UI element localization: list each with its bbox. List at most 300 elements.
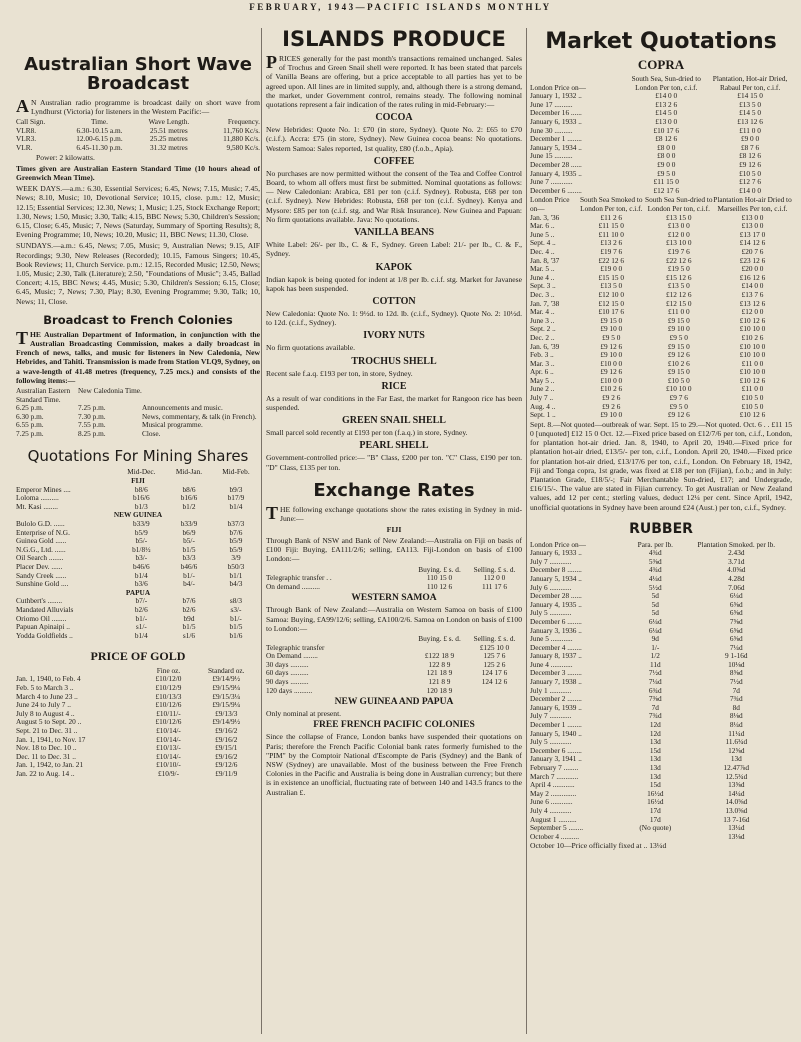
shortwave-sundays: SUNDAYS.—a.m.: 6.45, News; 7.05, Music; 9, Australian News; 9.15, AIF Recordings; 9.30, New Releases (Recorded); 10.15, Famous Singers; 10.45, Book Reviews; 11, Church Service. p.m.: 12.15, Recorded Music; 12.50, News; 1.05, Music; 2.30, Talk (Literature); 2.50, "Foundations of Music"; 3.45, Ballad Concert; 4.15, BBC News; 4.45, Music; 5.30, Children's Session; 6.15, Close; 6.45, Music; 7, News; 7.30, Play; 8.30, Evening Programme; 9.30, Talk; 10, News; 11, Close. bbox=[16, 241, 260, 306]
table-cell: 30 days .......... bbox=[266, 659, 309, 669]
table-cell: January 3, 1936 .. bbox=[530, 625, 582, 635]
table-cell: 13d bbox=[649, 737, 661, 747]
table-cell: 10⅛d bbox=[728, 659, 745, 669]
table-cell: 13d bbox=[649, 771, 661, 781]
table-cell: 8¼d bbox=[729, 720, 743, 730]
table-cell: 11,760 Kc/s. bbox=[223, 125, 260, 135]
table-cell: July 8 to August 4 .. bbox=[16, 708, 75, 718]
table-cell: 1/- bbox=[651, 642, 660, 652]
vanilla-text: White Label: 26/- per lb., C. & F., Sydney. Green Label: 21/- per lb., C. & F., Sydney. bbox=[266, 240, 522, 259]
table-cell: 13d bbox=[649, 754, 661, 764]
table-cell: £10 12 6 bbox=[739, 315, 766, 325]
table-cell: 5d bbox=[651, 608, 659, 618]
table-cell: £9/15/1 bbox=[215, 743, 238, 753]
table-cell: £9 7 6 bbox=[669, 393, 688, 403]
samoa-exchange-table bbox=[266, 635, 522, 695]
table-cell: b1/1 bbox=[229, 570, 243, 580]
table-cell: b1/- bbox=[230, 613, 242, 623]
table-cell: £9/16/2 bbox=[215, 726, 238, 736]
table-cell: February 7 ........ bbox=[530, 763, 579, 772]
table-cell: January 5, 1940 .. bbox=[530, 728, 582, 738]
table-cell: £8 7 6 bbox=[740, 142, 760, 152]
french-broadcast-intro: THE Australian Department of Information, in conjunction with the Australian Broadcasting Commission, makes a daily broadcast in French of news, talks, and music for listeners in New Caledonia, New Hebrides, and Tahiti. Transmission is made from Station VLQ9, Sydney, on a wave-length of 41.48 metres (frequency, 7.25 mcs.) and consists of the following items:— bbox=[16, 327, 260, 385]
table-cell: 17d bbox=[649, 805, 661, 815]
copra-table bbox=[530, 75, 792, 195]
table-cell: 6.30-10.15 a.m. bbox=[76, 125, 123, 135]
table-cell: £10/12/6 bbox=[155, 717, 182, 727]
table-cell: January 6, 1933 .. bbox=[530, 117, 582, 127]
col-header: London Price on— bbox=[530, 539, 586, 549]
table-cell: £10 2 6 bbox=[741, 332, 764, 342]
table-cell: £13 15 0 bbox=[666, 212, 692, 222]
rubber-note: October 10—Price officially fixed at .. 13¼d bbox=[530, 841, 667, 851]
table-cell: £9 5 0 bbox=[602, 332, 621, 342]
table-cell: 120 18 9 bbox=[426, 685, 453, 695]
table-cell: Loloma .......... bbox=[16, 493, 59, 503]
table-cell: £11 0 0 bbox=[741, 384, 764, 394]
table-cell: s8/3 bbox=[229, 596, 243, 606]
table-cell: Sept. 21 to Dec. 31 .. bbox=[16, 726, 78, 736]
cocoa-heading: COCOA bbox=[375, 112, 413, 124]
table-cell: June 3 .. bbox=[530, 315, 555, 325]
table-cell: £13 10 0 bbox=[666, 238, 692, 248]
table-cell: 5½d bbox=[648, 582, 662, 592]
table-cell: £10/14/- bbox=[156, 734, 181, 744]
table-cell: £10/9/- bbox=[157, 769, 180, 778]
table-cell: £12 17 6 bbox=[653, 185, 679, 195]
shortwave-weekdays: WEEK DAYS.—a.m.: 6.30, Essential Services; 6.45, News; 7.15, Music; 7.45, News; 8.10, Music; 10, Devotional Service; 10.15, close. p.m.: 12, Music; 12.15; Essential Services; 12.30, News; 1, Music; 1.25, Stock Exchange Report; 1.30, News; 1.50, Music; 3.30, Talk; 4.15, BBC News; 5.30, Children's Session; 6.15, Close; 6.45, Music; 7, News (Saturday, Summary of Sporting Results); 8, Evening Programme; 10, News; 10.20, Music; 11, BBC News; 11.30, Close. bbox=[16, 184, 260, 240]
table-row bbox=[16, 144, 260, 153]
table-cell: 16½d bbox=[647, 797, 664, 807]
new-guinea-papua-text: Only nominal at present. bbox=[266, 709, 342, 719]
table-cell: b1/8½ bbox=[132, 544, 151, 554]
table-cell: b1/5 bbox=[229, 622, 243, 632]
table-row bbox=[16, 770, 260, 779]
exchange-rates-title: Exchange Rates bbox=[313, 479, 475, 501]
table-cell: £9 12 6 bbox=[667, 410, 690, 420]
table-cell: 7¼d bbox=[729, 642, 743, 652]
table-cell: Musical programme. bbox=[142, 420, 203, 430]
table-cell: £10 10 0 bbox=[739, 341, 766, 351]
table-cell: 9d bbox=[651, 634, 659, 644]
table-cell: £10 12 6 bbox=[739, 410, 766, 420]
table-cell: 7¼d bbox=[648, 677, 662, 687]
table-cell: b5/9 bbox=[229, 544, 243, 554]
table-cell: £10 10 0 bbox=[739, 350, 766, 360]
table-cell: £20 0 0 bbox=[741, 264, 764, 274]
table-cell: £13 2 6 bbox=[655, 99, 678, 109]
table-cell: 13.0⅝d bbox=[725, 805, 748, 815]
column-middle bbox=[266, 28, 522, 1036]
table-cell: 13⅝d bbox=[728, 780, 745, 790]
table-cell: Emperor Mines .... bbox=[16, 484, 71, 494]
table-cell: 124 12 6 bbox=[481, 677, 508, 686]
table-cell: June 6 ............ bbox=[530, 797, 573, 807]
table-cell: August 1 .......... bbox=[530, 814, 577, 824]
table-cell: £13 0 0 bbox=[667, 221, 690, 231]
table-cell: Placer Dev. ...... bbox=[16, 561, 63, 571]
table-cell: £10/14/- bbox=[156, 751, 181, 761]
table-cell: 11,880 Kc/s. bbox=[223, 134, 260, 144]
table-cell: £13 5 0 bbox=[667, 281, 690, 291]
table-cell: b1/5 bbox=[182, 622, 196, 632]
table-cell: On demand .......... bbox=[266, 581, 320, 591]
table-cell: £9 10 0 bbox=[600, 324, 623, 334]
table-cell: £11 0 0 bbox=[739, 125, 761, 135]
table-cell: £13 17 0 bbox=[739, 229, 766, 239]
table-cell: 60 days .......... bbox=[266, 668, 309, 678]
fiji-heading: FIJI bbox=[386, 525, 402, 535]
table-cell: £15 15 0 bbox=[598, 272, 625, 282]
table-row bbox=[530, 411, 792, 420]
exchange-rates-intro: THE following exchange quotations show the rates existing in Sydney in mid-June:— bbox=[266, 502, 522, 523]
table-cell: VLR8. bbox=[16, 125, 37, 135]
table-cell: £12 7 6 bbox=[739, 177, 762, 187]
pearl-shell-text: Government-controlled price:— "B" Class, £200 per ton. "C" Class, £190 per ton. "D" Class, £135 per ton. bbox=[266, 453, 522, 472]
table-cell: Papuan Apinaipi .. bbox=[16, 622, 70, 632]
table-cell: £9/12/6 bbox=[215, 760, 238, 770]
table-cell: £9 15 0 bbox=[667, 341, 690, 351]
table-cell: £9 10 0 bbox=[600, 410, 623, 420]
table-cell: June 17 .......... bbox=[530, 99, 573, 109]
table-cell: £12 12 6 bbox=[666, 289, 692, 299]
table-cell: 111 17 6 bbox=[482, 581, 507, 591]
column-left bbox=[16, 28, 260, 1036]
table-cell: January 6, 1939 .. bbox=[530, 702, 582, 712]
french-broadcast-table bbox=[16, 387, 260, 439]
table-cell: 122 8 9 bbox=[428, 659, 451, 669]
table-row bbox=[266, 583, 522, 592]
table-cell: 4¾d bbox=[648, 565, 662, 575]
table-cell: £13 12 6 bbox=[737, 117, 763, 127]
table-cell: Yodda Goldfields .. bbox=[16, 630, 73, 640]
table-cell: £12 15 0 bbox=[666, 298, 692, 308]
table-cell: £19 0 0 bbox=[600, 264, 623, 274]
free-french-text: Since the collapse of France, London banks have suspended their quotations on Paris; therefore the French Pacific Colonial bank rates formerly furnished to the "PIM" by the Comptoir National d'Escompte de Paris (Sydney) and the Bank of NSW (Sydney) are unavailable. Most of the business between the Free French Colonies in the Pacific and Australia is being done in Australian currency; but there is in existence an unofficial, fluctuating rate of between 140 and 143.5 francs to the Australian £. bbox=[266, 732, 522, 797]
col-header: Plantation Smoked. per lb. bbox=[697, 539, 776, 549]
table-cell: Sept. 4 .. bbox=[530, 238, 556, 248]
rice-heading: RICE bbox=[381, 380, 407, 392]
table-cell bbox=[630, 833, 681, 842]
table-cell: June 7 ............ bbox=[530, 177, 573, 187]
table-cell: July 4 ............ bbox=[530, 805, 572, 815]
table-cell: VLR3. bbox=[16, 134, 37, 144]
table-cell: 7¾d bbox=[648, 711, 662, 721]
table-cell: July 7 ............ bbox=[530, 556, 572, 566]
table-cell: Jan. 1, 1942, to Jan. 21 bbox=[16, 760, 84, 770]
table-cell: £19 7 6 bbox=[600, 246, 623, 256]
table-cell: May 5 .. bbox=[530, 375, 555, 385]
islands-produce-intro: PRICES generally for the past month's transactions remained unchanged. Sales of Trochus and Green Snail shell were reported. It has been stated that parcels of Vanilla Beans are offering, but a price acceptable to all parties has yet to be agreed upon. All lines are in limited supply, and, although there is a strong demand, the market, under Government control, remains steady. The following nominal quotations represent a fair indication of the rates ruling in mid-February:— bbox=[266, 52, 522, 110]
islands-produce-title: ISLANDS PRODUCE bbox=[282, 28, 506, 51]
table-cell: Mandated Alluvials bbox=[16, 604, 74, 614]
col-header: Selling. £ s. d. bbox=[473, 564, 516, 574]
table-cell bbox=[467, 687, 522, 696]
table-cell: £13 12 6 bbox=[739, 298, 766, 308]
col-header: Buying. £ s. d. bbox=[418, 634, 461, 644]
table-cell: £10 10 0 bbox=[666, 384, 692, 394]
table-row bbox=[16, 632, 260, 641]
table-cell: £9/15/9¼ bbox=[212, 700, 241, 710]
table-cell: Jan. 6, '39 bbox=[530, 341, 560, 351]
cotton-heading: COTTON bbox=[372, 295, 416, 307]
western-samoa-heading: WESTERN SAMOA bbox=[351, 593, 437, 604]
table-cell: b1/- bbox=[183, 570, 195, 580]
table-cell: 7.06d bbox=[728, 582, 745, 592]
table-cell: £9 15 0 bbox=[667, 315, 690, 325]
mining-shares-title: Quotations For Mining Shares bbox=[27, 446, 249, 465]
col-header: Australian Eastern Standard Time. bbox=[16, 386, 71, 404]
table-cell: 90 days .......... bbox=[266, 677, 309, 686]
table-cell: £9 5 0 bbox=[657, 168, 676, 178]
table-cell: Sept. 1 .. bbox=[530, 410, 556, 420]
table-row bbox=[530, 187, 792, 196]
table-cell: b33/9 bbox=[180, 518, 198, 528]
shortwave-title: Australian Short Wave Broadcast bbox=[24, 54, 252, 94]
table-cell: s3/- bbox=[230, 604, 242, 614]
gold-price-table bbox=[16, 667, 260, 779]
table-cell: Dec. 2 .. bbox=[530, 332, 555, 342]
coffee-heading: COFFEE bbox=[373, 155, 415, 167]
rice-text: As a result of war conditions in the Far East, the market for Rangoon rice has been suspended. bbox=[266, 393, 522, 412]
table-cell: £19 5 0 bbox=[667, 264, 690, 274]
table-cell: 6.45-11.30 p.m. bbox=[76, 142, 123, 152]
table-cell: 13¼d bbox=[728, 823, 745, 833]
table-cell: 110 12 6 bbox=[426, 581, 453, 591]
table-row bbox=[16, 421, 260, 430]
table-cell: £13 5 0 bbox=[600, 281, 623, 291]
table-cell: August 5 to Sept. 20 .. bbox=[16, 717, 82, 727]
table-cell: £14 0 0 bbox=[741, 281, 764, 291]
table-cell: £10/13/- bbox=[156, 743, 181, 753]
table-cell: £122 18 9 bbox=[424, 651, 455, 661]
table-cell: 6¾d bbox=[648, 685, 662, 695]
table-cell: £12 10 0 bbox=[598, 289, 625, 299]
table-cell: 7½d bbox=[648, 668, 662, 678]
table-cell: 17d bbox=[649, 814, 661, 824]
table-cell: £12 0 0 bbox=[741, 307, 764, 317]
table-cell: January 6, 1933 .. bbox=[530, 548, 582, 558]
table-cell: 6.55 p.m. bbox=[16, 420, 44, 430]
table-cell: 4¾d bbox=[648, 548, 662, 558]
table-cell: March 4 to June 23 .. bbox=[16, 691, 78, 701]
table-cell: December 6 ........ bbox=[530, 185, 582, 195]
table-cell: £10 0 0 bbox=[600, 358, 623, 368]
table-row bbox=[16, 413, 260, 422]
table-cell: £9 15 0 bbox=[600, 315, 623, 325]
table-cell: Oil Search ........ bbox=[16, 553, 64, 563]
table-cell: 7d bbox=[732, 685, 740, 695]
table-cell: July 1 ............ bbox=[530, 685, 572, 695]
table-cell: £22 12 6 bbox=[598, 255, 625, 265]
table-cell: Guinea Gold ...... bbox=[16, 536, 67, 546]
table-cell: June 24 to July 7 .. bbox=[16, 700, 71, 710]
table-cell: 13⅛d bbox=[728, 831, 745, 841]
table-cell: 31.32 metres bbox=[150, 142, 188, 152]
table-cell: b16/6 bbox=[180, 493, 198, 503]
table-cell: October 4 .......... bbox=[530, 831, 580, 841]
table-row bbox=[16, 135, 260, 144]
table-cell: 6¼d bbox=[648, 625, 662, 635]
table-cell: 112 0 0 bbox=[483, 573, 506, 583]
col-header: South Sea Smoked to London Per ton, c.i.f. bbox=[579, 195, 643, 213]
table-cell: December 1 ........ bbox=[530, 720, 582, 730]
table-cell: b4/3 bbox=[229, 579, 243, 589]
table-cell: Oriomo Oil ........ bbox=[16, 613, 67, 623]
section-heading: FIJI bbox=[131, 476, 145, 485]
table-cell: 121 8 9 bbox=[428, 677, 451, 686]
table-cell: Jan. 1, 1941, to Nov. 17 bbox=[16, 734, 86, 744]
table-cell: 5d bbox=[651, 599, 659, 609]
table-cell: June 4 ............ bbox=[530, 659, 573, 669]
table-cell: 14.0⅝d bbox=[725, 797, 748, 807]
table-cell: 124 17 6 bbox=[481, 668, 508, 678]
table-cell: 7.55 p.m. bbox=[78, 420, 106, 430]
table-cell: £16 12 6 bbox=[739, 272, 766, 282]
table-cell: (No quote) bbox=[639, 823, 672, 833]
table-cell: Nov. 18 to Dec. 10 .. bbox=[16, 743, 77, 753]
table-cell: £11 0 0 bbox=[667, 307, 690, 317]
table-cell: 7d bbox=[651, 702, 659, 712]
table-cell: January 4, 1935 .. bbox=[530, 599, 582, 609]
table-cell: £10/10/- bbox=[156, 760, 181, 770]
table-cell: 12.47⅞d bbox=[723, 763, 750, 772]
table-cell: £9 12 6 bbox=[667, 350, 690, 360]
western-samoa-text: Through Bank of New Zealand:—Australia on Western Samoa on basis of £100 Samoa: Buying, £A99/12/6; selling, £A100/2/6. Samoa on London on basis of £100 to London:— bbox=[266, 605, 522, 633]
table-cell: £13 7 6 bbox=[741, 289, 764, 299]
copra-table-2 bbox=[530, 196, 792, 419]
table-cell: £14 0 0 bbox=[655, 91, 678, 101]
table-cell: £9/16/2 bbox=[215, 734, 238, 744]
free-french-heading: FREE FRENCH PACIFIC COLONIES bbox=[313, 720, 475, 731]
table-cell: Jan. 7, '38 bbox=[530, 298, 560, 308]
table-cell: July 7 ............ bbox=[530, 711, 572, 721]
table-cell: £14 5 0 bbox=[739, 108, 762, 118]
trochus-heading: TROCHUS SHELL bbox=[351, 355, 437, 367]
table-cell: b9/3 bbox=[229, 484, 243, 494]
table-cell: b8/6 bbox=[134, 484, 148, 494]
table-row bbox=[530, 833, 792, 842]
table-cell: January 3, 1941 .. bbox=[530, 754, 582, 764]
fiji-text: Through Bank of NSW and Bank of New Zealand:—Australia on Fiji on basis of £100 Fiji: Buying, £A111/2/6; selling, £A113. Fiji-London on basis of £100 London:— bbox=[266, 536, 522, 564]
table-cell: 8d bbox=[732, 702, 740, 712]
table-cell: Sept. 2 .. bbox=[530, 324, 556, 334]
table-cell: July 6 ............ bbox=[530, 582, 572, 592]
table-cell: December 28 ...... bbox=[530, 591, 582, 601]
table-cell: January 7, 1938 .. bbox=[530, 677, 582, 687]
col-header: Mid-Dec. bbox=[127, 467, 156, 477]
table-cell: b1/2 bbox=[182, 501, 196, 511]
table-cell: 8⅛d bbox=[729, 711, 743, 721]
table-cell: £10 5 0 bbox=[739, 168, 762, 178]
table-cell: b1/4 bbox=[229, 501, 243, 511]
table-cell: 6⅝d bbox=[729, 599, 743, 609]
col-header: New Caledonia Time. bbox=[78, 386, 142, 396]
table-cell: 3.71d bbox=[728, 556, 745, 566]
col-header: Selling. £ s. d. bbox=[473, 634, 516, 644]
table-cell: b2/6 bbox=[182, 604, 196, 614]
table-cell: Telegraphic transfer . . bbox=[266, 573, 332, 583]
col-header bbox=[142, 387, 260, 404]
table-cell: 4.28d bbox=[728, 573, 745, 583]
new-guinea-papua-heading: NEW GUINEA AND PAPUA bbox=[334, 697, 454, 708]
col-header: Para. per lb. bbox=[637, 539, 673, 549]
col-header: London Price on— bbox=[530, 82, 586, 92]
table-cell: £9 15 0 bbox=[667, 367, 690, 377]
table-cell: Feb. 5 to March 3 .. bbox=[16, 683, 74, 693]
table-cell: £8 0 0 bbox=[657, 142, 676, 152]
coffee-text: No purchases are now permitted without the consent of the Tea and Coffee Control Board, to whom all offers must first be submitted. Nominal quotations as follows:— New Caledonian: Arabica, £81 per ton (c.i.f. Sydney). Robusta, £68 per ton (c.i.f. Sydney). New Hebrides: Robusta, £68 per ton (c.i.f. Sydney). Kenya and Mysore: £85 per ton (c.i.f. stg. and War Risk Insurance). New Guinea and Papuan: No firm quotations available. Java: No quotations. bbox=[266, 168, 522, 224]
table-cell: Jan. 8, '37 bbox=[530, 255, 560, 265]
table-cell: £10 2 6 bbox=[600, 384, 623, 394]
table-cell: £10 10 0 bbox=[739, 324, 766, 334]
table-cell: £13 0 0 bbox=[741, 212, 764, 222]
table-cell: £10/14/- bbox=[156, 726, 181, 736]
col-header: Wave Length. bbox=[148, 117, 190, 127]
table-cell: Dec. 4 .. bbox=[530, 246, 555, 256]
table-cell: s1/6 bbox=[182, 630, 196, 640]
table-cell: b46/6 bbox=[180, 561, 198, 571]
table-cell: 15d bbox=[649, 780, 661, 790]
table-cell: N.G.G., Ltd. ...... bbox=[16, 544, 66, 554]
table-cell: b1/- bbox=[135, 613, 148, 623]
table-cell: 7.30 p.m. bbox=[78, 411, 106, 421]
table-cell: b7/- bbox=[135, 596, 148, 606]
table-cell: b1/6 bbox=[229, 630, 243, 640]
section-heading: PAPUA bbox=[125, 587, 151, 597]
table-cell: 121 18 9 bbox=[426, 668, 453, 678]
table-cell: £9/15/3¼ bbox=[212, 691, 241, 701]
column-right bbox=[530, 28, 792, 1036]
table-cell: 2.43d bbox=[728, 548, 745, 558]
table-cell: Announcements and music. bbox=[142, 403, 223, 413]
table-cell: £14 12 6 bbox=[739, 238, 766, 248]
table-cell: Cuthbert's ........ bbox=[16, 596, 63, 606]
table-cell: 12.00-6.15 p.m. bbox=[76, 134, 123, 144]
table-cell: Enterprise of N.G. bbox=[16, 527, 70, 537]
green-snail-text: Small parcel sold recently at £193 per ton (f.a.q.) in store, Sydney. bbox=[266, 428, 468, 438]
table-cell: 12d bbox=[649, 720, 661, 730]
table-cell: Mar. 3 .. bbox=[530, 358, 555, 368]
table-cell: December 6 ........ bbox=[530, 616, 582, 626]
table-cell: Sandy Creek ...... bbox=[16, 570, 67, 580]
table-cell: £9 12 6 bbox=[600, 341, 623, 351]
shortwave-table bbox=[16, 118, 260, 152]
table-cell: £14 15 0 bbox=[737, 91, 763, 101]
shortwave-intro: AN Australian radio programme is broadcast daily on short wave from Lyndhurst (Victoria) for listeners in the Western Pacific:— bbox=[16, 95, 260, 116]
table-cell: b6/9 bbox=[182, 527, 196, 537]
trochus-text: Recent sale f.a.q. £193 per ton, in store, Sydney. bbox=[266, 368, 413, 378]
table-cell: £10 0 0 bbox=[600, 375, 623, 385]
table-cell: b7/6 bbox=[182, 596, 196, 606]
table-cell: b8/6 bbox=[182, 484, 196, 494]
table-cell: December 1 ........ bbox=[530, 134, 582, 144]
table-cell: 7.25 p.m. bbox=[16, 429, 44, 439]
col-header: South Sea, Sun-dried to London Per ton, c.i.f. bbox=[631, 74, 701, 92]
table-cell: £10 17 6 bbox=[653, 125, 679, 135]
table-row bbox=[16, 430, 260, 439]
table-cell: December 16 ...... bbox=[530, 108, 582, 118]
table-cell: 6¼d bbox=[648, 616, 662, 626]
table-cell: Dec. 11 to Dec. 31 .. bbox=[16, 751, 76, 761]
french-broadcast-title: Broadcast to French Colonies bbox=[43, 312, 233, 327]
table-cell: b7/6 bbox=[229, 527, 243, 537]
table-cell: b3/6 bbox=[134, 579, 148, 589]
copra-heading: COPRA bbox=[637, 57, 685, 73]
table-cell: 7.25 p.m. bbox=[78, 403, 106, 413]
table-cell: £12 15 0 bbox=[598, 298, 625, 308]
market-quotations-title: Market Quotations bbox=[545, 29, 777, 54]
